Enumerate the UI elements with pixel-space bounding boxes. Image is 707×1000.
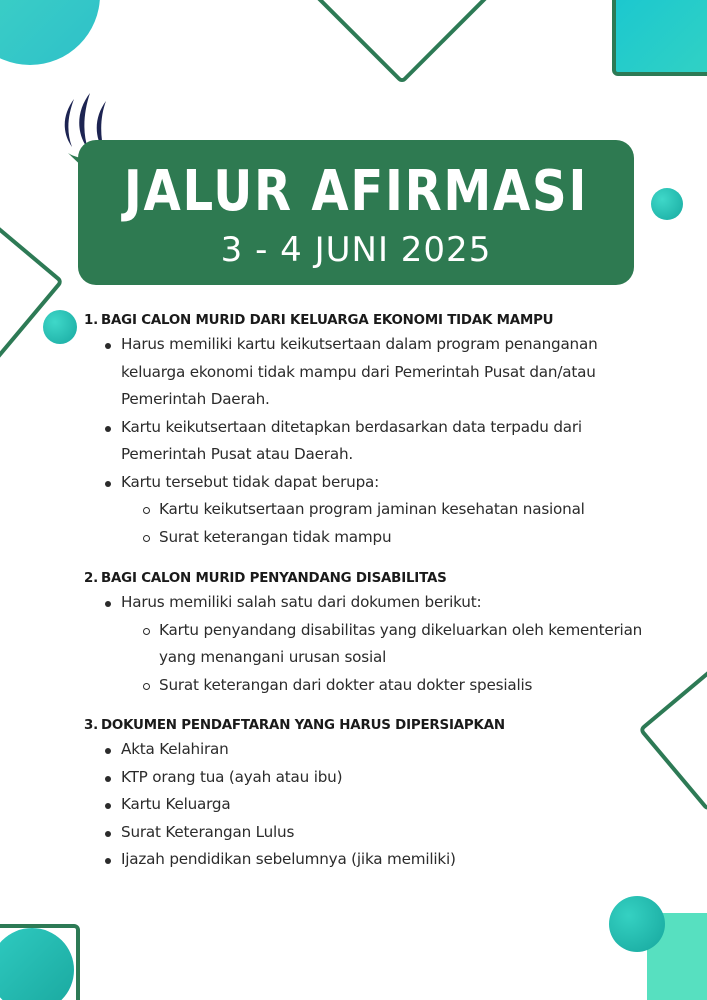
section-title-text: BAGI CALON MURID PENYANDANG DISABILITAS (101, 571, 447, 586)
decorative-diamond-left (0, 199, 64, 379)
list-item-text: Harus memiliki kartu keikutsertaan dalam program penanganan keluarga ekonomi tidak mampu dari Pemerintah Pusat dan/atau Pemerintah Daerah. (121, 335, 598, 408)
bullet-icon (105, 803, 111, 809)
requirement-list (84, 331, 644, 551)
section-documents (84, 716, 644, 874)
list-item (84, 331, 644, 414)
list-item-text: Surat Keterangan Lulus (121, 822, 295, 841)
section-heading (84, 569, 644, 589)
bullet-icon (105, 831, 111, 837)
bullet-icon (105, 601, 111, 607)
list-item (84, 764, 644, 792)
sub-list-item-text: Surat keterangan dari dokter atau dokter spesialis (159, 675, 533, 694)
list-item-text: Ijazah pendidikan sebelumnya (jika memiliki) (121, 850, 456, 868)
content-area (84, 311, 644, 874)
list-item-text: Harus memiliki salah satu dari dokumen berikut: (121, 593, 482, 611)
list-item-text: KTP orang tua (ayah atau ibu) (121, 767, 343, 786)
list-item-text: Kartu tersebut tidak dapat berupa: (121, 472, 380, 491)
sub-list-item (121, 524, 644, 552)
sub-list (121, 617, 644, 700)
sub-list-item (121, 496, 644, 524)
bullet-icon (105, 481, 111, 487)
list-item (84, 846, 644, 874)
sub-list-item-text: Kartu penyandang disabilitas yang dikeluarkan oleh kementerian yang menangani urusan sosial (159, 620, 643, 666)
list-item (84, 791, 644, 819)
sub-list (121, 496, 644, 551)
decorative-circle-bottom-right (609, 896, 665, 952)
bullet-icon (105, 776, 111, 782)
section-heading (84, 716, 644, 736)
sub-list-item-text: Surat keterangan tidak mampu (159, 527, 392, 546)
list-item (84, 589, 644, 699)
requirement-list (84, 589, 644, 699)
decorative-dot-right (651, 188, 683, 220)
list-item-text: Kartu Keluarga (121, 795, 231, 813)
header-banner (78, 140, 634, 285)
list-item (84, 819, 644, 847)
page-title: JALUR AFIRMASI (123, 159, 589, 224)
hollow-bullet-icon (143, 683, 150, 690)
section-title-text: BAGI CALON MURID DARI KELUARGA EKONOMI TIDAK MAMPU (101, 313, 554, 328)
sub-list-item (121, 672, 644, 700)
hollow-bullet-icon (143, 535, 150, 542)
decorative-diamond-top (311, 0, 492, 85)
bullet-icon (105, 343, 111, 349)
list-item-text: Akta Kelahiran (121, 740, 229, 758)
list-item-text: Kartu keikutsertaan ditetapkan berdasarkan data terpadu dari Pemerintah Pusat atau Daerah. (121, 417, 582, 463)
bullet-icon (105, 858, 111, 864)
document-list (84, 736, 644, 874)
section-number: 1. (84, 313, 99, 328)
section-title-text: DOKUMEN PENDAFTARAN YANG HARUS DIPERSIAPKAN (101, 718, 505, 733)
decorative-dot-left (43, 310, 77, 344)
hollow-bullet-icon (143, 628, 150, 635)
section-number: 3. (84, 718, 99, 733)
date-subtitle: 3 - 4 JUNI 2025 (220, 230, 492, 270)
section-heading (84, 311, 644, 331)
section-number: 2. (84, 571, 99, 586)
sub-list-item-text: Kartu keikutsertaan program jaminan kesehatan nasional (159, 500, 585, 518)
list-item (84, 414, 644, 469)
section-disability (84, 569, 644, 699)
decorative-diamond-right (638, 660, 707, 812)
sub-list-item (121, 617, 644, 672)
hollow-bullet-icon (143, 507, 150, 514)
section-economic (84, 311, 644, 551)
bullet-icon (105, 426, 111, 432)
decorative-circle-top-left (0, 0, 100, 65)
decorative-square-top-right (612, 0, 707, 76)
list-item (84, 736, 644, 764)
list-item (84, 469, 644, 552)
bullet-icon (105, 748, 111, 754)
